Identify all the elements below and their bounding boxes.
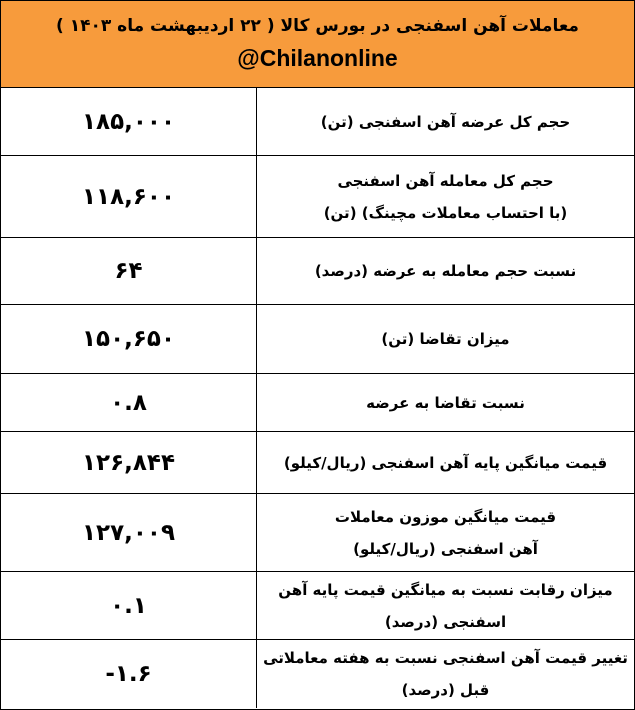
row-label-text: نسبت حجم معامله به عرضه (درصد): [314, 262, 577, 280]
row-label: [256, 572, 634, 639]
row-value: ۶۴: [114, 258, 143, 284]
table-row: [1, 572, 634, 640]
row-label-text: قیمت میانگین موزون معاملات: [334, 507, 557, 526]
row-label: [256, 305, 634, 373]
row-label-text: حجم کل عرضه آهن اسفنجی (تن): [320, 112, 571, 131]
table-title: معاملات آهن اسفنجی در بورس کالا ( ۲۲ اردیبهشت ماه ۱۴۰۳ ): [56, 16, 579, 36]
table-row: [1, 432, 634, 494]
row-label: [256, 432, 634, 493]
table-row: [1, 156, 634, 238]
row-value: ۱۸۵,۰۰۰: [82, 108, 175, 135]
channel-handle: @Chilanonline: [237, 45, 398, 71]
table-row: [1, 640, 634, 708]
row-value: ۰.۱: [110, 592, 147, 619]
row-label-text: (با احتساب معاملات مچینگ) (تن): [323, 203, 568, 222]
row-label: [256, 374, 634, 431]
row-value: -۱.۶: [105, 661, 152, 687]
table-row: [1, 88, 634, 156]
row-label: [256, 640, 634, 708]
row-label-text: اسفنجی (درصد): [384, 612, 507, 631]
row-label-text: آهن اسفنجی (ریال/کیلو): [353, 539, 538, 558]
row-value: ۱۲۷,۰۰۹: [82, 519, 175, 546]
row-label-text: تغییر قیمت آهن اسفنجی نسبت به هفته معاملاتی: [263, 649, 628, 667]
table-row: [1, 374, 634, 432]
row-value: ۱۱۸,۶۰۰: [82, 183, 175, 210]
row-label-text: قیمت میانگین پایه آهن اسفنجی (ریال/کیلو): [283, 453, 608, 472]
table-header: [1, 1, 634, 88]
row-label-text: قبل (درصد): [401, 681, 490, 699]
table-row: [1, 305, 634, 374]
row-value: ۱۵۰,۶۵۰: [82, 326, 175, 352]
row-value: ۱۲۶,۸۴۴: [82, 449, 175, 476]
row-label: [256, 494, 634, 571]
row-label-text: میزان رقابت نسبت به میانگین قیمت پایه آهن: [278, 580, 613, 599]
row-label: [256, 238, 634, 304]
row-value: ۰.۸: [110, 389, 147, 416]
row-label-text: میزان تقاضا (تن): [381, 330, 510, 348]
row-label-text: نسبت تقاضا به عرضه: [366, 393, 525, 412]
row-label: [256, 88, 634, 155]
table-row: [1, 494, 634, 572]
row-label-text: حجم کل معامله آهن اسفنجی: [337, 171, 554, 190]
table-row: [1, 238, 634, 305]
row-label: [256, 156, 634, 237]
